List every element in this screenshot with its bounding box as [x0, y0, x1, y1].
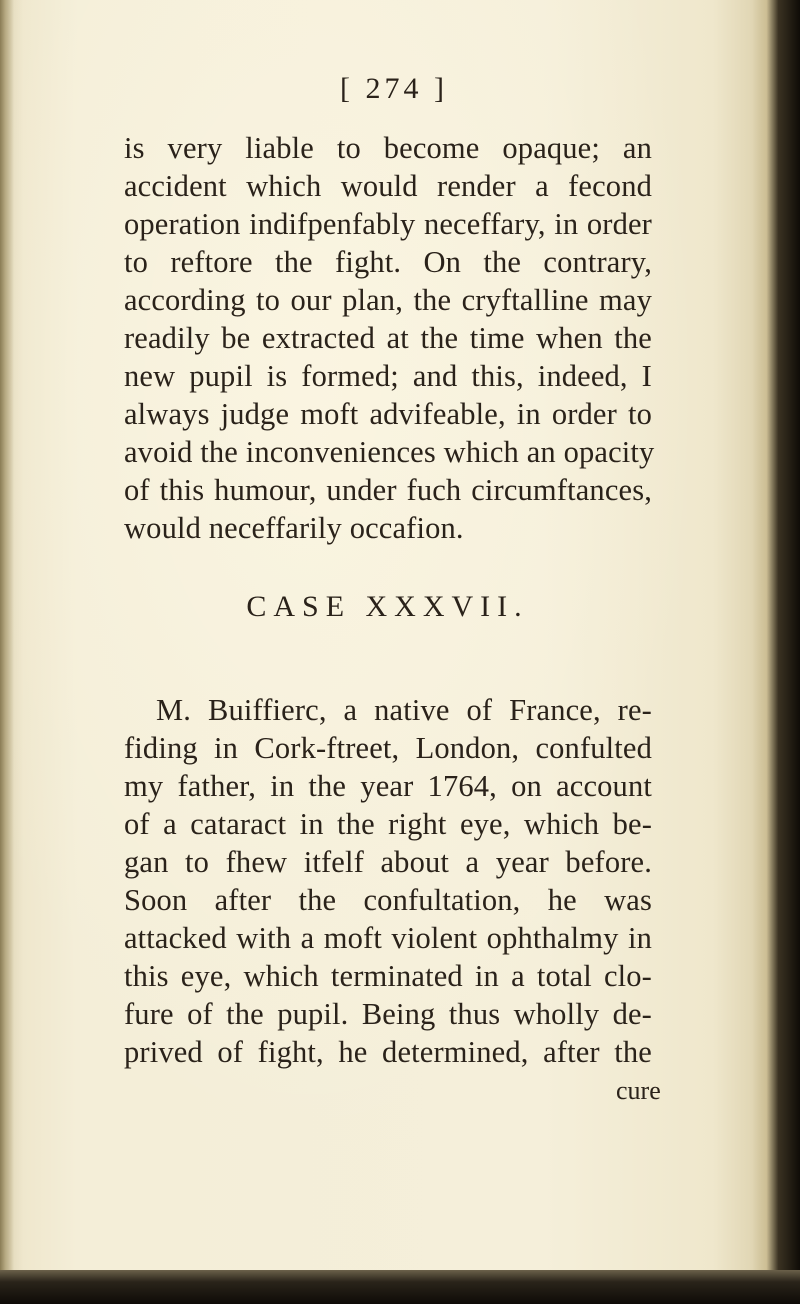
catchword: cure — [616, 1076, 661, 1105]
text-line: according to our plan, the cryftalline may — [124, 283, 652, 317]
text-line: attacked with a moft violent ophthalmy in — [124, 921, 652, 955]
text-line: would neceffarily occafion. — [124, 511, 464, 545]
text-line: is very liable to become opaque; an — [124, 131, 652, 165]
text-line: M. Buiffierc, a native of France, re- — [156, 693, 652, 727]
page-number-header: [ 274 ] — [340, 72, 448, 105]
text-line: accident which would render a fecond — [124, 169, 652, 203]
text-line: of this humour, under fuch circumftances, — [124, 473, 652, 507]
text-line: readily be extracted at the time when the — [124, 321, 652, 355]
text-line: this eye, which terminated in a total clo- — [124, 959, 652, 993]
case-heading: CASE XXXVII. — [246, 590, 529, 623]
text-line: my father, in the year 1764, on account — [124, 769, 652, 803]
text-line: gan to fhew itfelf about a year before. — [124, 845, 652, 879]
text-line: always judge moft advifeable, in order to — [124, 397, 652, 431]
text-line: Soon after the confultation, he was — [124, 883, 652, 917]
text-line: prived of fight, he determined, after the — [124, 1035, 652, 1069]
page-edge-right — [752, 0, 800, 1304]
text-line: to reftore the fight. On the contrary, — [124, 245, 652, 279]
text-line: avoid the inconveniences which an opacity — [124, 435, 655, 469]
text-line: new pupil is formed; and this, indeed, I — [124, 359, 652, 393]
text-line: of a cataract in the right eye, which be- — [124, 807, 652, 841]
text-line: fiding in Cork-ftreet, London, confulted — [124, 731, 652, 765]
page-edge-bottom — [0, 1270, 800, 1304]
text-line: fure of the pupil. Being thus wholly de- — [124, 997, 652, 1031]
text-line: operation indifpenfably neceffary, in order — [124, 207, 652, 241]
